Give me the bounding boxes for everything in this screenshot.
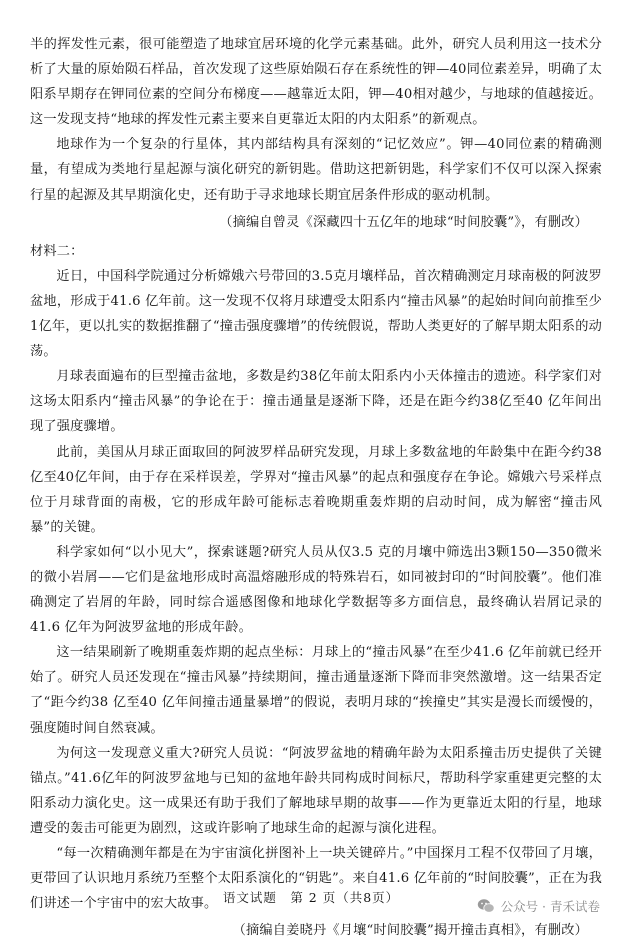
watermark-text: 公众号 · 青禾试卷 <box>500 899 600 914</box>
material-2-heading: 材料二： <box>30 243 84 259</box>
paragraph-memory-effect: 地球作为一个复杂的行星体，其内部结构具有深刻的“记忆效应”。钾—40同位素的精确测量，有望成为类地行星起源与演化研究的新钥匙。借助这把新钥匙，科学家们不仅可以深入探索行星的起源及其早期演化史，还有助于寻求地球长期宜居条件形成的驱动机制。 <box>30 137 602 203</box>
paragraph: 月球表面遍布的巨型撞击盆地，多数是约38亿年前太阳系内小天体撞击的遗迹。科学家们对这场太阳系内“撞击风暴”的争论在于：撞击通量是逐渐下降，还是在距今约38亿至40 亿年间出现了强度骤增。 <box>30 369 602 435</box>
paragraph-continued: 半的挥发性元素，很可能塑造了地球宜居环境的化学元素基础。此外，研究人员利用这一技术分析了大量的原始陨石样品，首次发现了这些原始陨石存在系统性的钾—40同位素差异，明确了太阳系早期存在钾同位素的空间分布梯度——越靠近太阳，钾—40相对越少，与地球的值越接近。这一发现支持“地球的挥发性元素主要来自更靠近太阳的内太阳系”的新观点。 <box>30 37 602 128</box>
watermark <box>477 897 600 915</box>
paragraph: 近日，中国科学院通过分析嫦娥六号带回的3.5克月壤样品，首次精确测定月球南极的阿波罗盆地，形成于41.6 亿年前。这一发现不仅将月球遭受太阳系内“撞击风暴”的起始时间向前推至少1亿年，更以扎实的数据推翻了“撞击强度骤增”的传统假说，帮助人类更好的了解早期太阳系的动荡。 <box>30 268 602 360</box>
wechat-icon <box>477 898 495 914</box>
paragraph: “每一次精确测年都是在为宇宙演化拼图补上一块关键碎片。”中国探月工程不仅带回了月壤，更带回了认识地月系统乃至整个太阳系演化的“钥匙”。来自41.6 亿年前的“时间胶囊”，正在为我们讲述一个宇宙中的宏大故事。 <box>30 846 602 912</box>
page-footer: 语文试题 第 2 页（共8页） <box>222 890 400 905</box>
paragraph: 为何这一发现意义重大?研究人员说：“阿波罗盆地的精确年龄为太阳系撞击历史提供了关键锚点。”41.6亿年的阿波罗盆地与已知的盆地年龄共同构成时间标尺，帮助科学家重建更完整的太阳系动力演化史。这一成果还有助于我们了解地球早期的故事——作为更靠近太阳的行星，地球遭受的轰击可能更为剧烈，这或许影响了地球生命的起源与演化进程。 <box>30 745 602 836</box>
page-content <box>30 32 602 943</box>
paragraph: 科学家如何“以小见大”，探索谜题?研究人员从仅3.5 克的月壤中筛选出3颗150—350微米的微小岩屑——它们是盆地形成时高温熔融形成的特殊岩石，如同被封印的“时间胶囊”。他们准确测定了岩屑的年龄，同时综合遥感图像和地球化学数据等多方面信息，最终确认岩屑记录的41.6 亿年为阿波罗盆地的形成年龄。 <box>30 544 602 636</box>
paragraph: 这一结果刷新了晚期重轰炸期的起点坐标：月球上的“撞击风暴”在至少41.6 亿年前就已经开始了。研究人员还发现在“撞击风暴”持续期间，撞击通量逐渐下降而非突然激增。这一结果否定了“距今约38 亿至40 亿年间撞击通量暴增”的假说，表明月球的“挨撞史”其实是漫长而缓慢的，强度随时间自然衰减。 <box>30 645 602 736</box>
paragraph: 此前，美国从月球正面取回的阿波罗样品研究发现，月球上多数盆地的年龄集中在距今约38亿至40亿年间，由于存在采样误差，学界对“撞击风暴”的起点和强度存在争论。嫦娥六号采样点位于月球背面的南极，它的形成年龄可能标志着晚期重轰炸期的启动时间，成为解密“撞击风暴”的关键。 <box>30 444 602 535</box>
source-citation-1: （摘编自曾灵《深藏四十五亿年的地球“时间胶囊”》，有删改） <box>219 214 588 230</box>
source-citation-2: （摘编自姜晓丹《月壤“时间胶囊”揭开撞击真相》，有删改） <box>232 923 588 939</box>
